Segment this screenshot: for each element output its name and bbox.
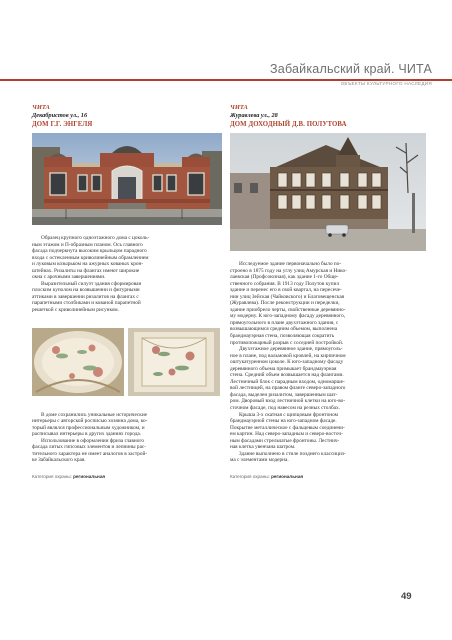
left-para-3: В доме сохранились уникальные исторические интерьеры с авторской росписью хозяина дома, ко- торый являлся профессиональным художником, и расписывал интерьеры в других зданиях города.: [32, 411, 148, 438]
right-city: ЧИТА: [230, 104, 248, 111]
running-header-title: Забайкальский край. ЧИТА: [270, 62, 432, 76]
running-header-subtitle: ОБЪЕКТЫ КУЛЬТУРНОГО НАСЛЕДИЯ: [340, 81, 432, 86]
right-address: Журавлева ул., 28: [230, 112, 278, 119]
ceiling-painting-photo-2: [128, 328, 220, 396]
ceiling-painting-svg-2: [128, 328, 220, 396]
engel-house-photo-svg: [32, 133, 222, 225]
left-city: ЧИТА: [32, 104, 50, 111]
left-para-2: Выразительный силуэт здания сформирован плоским куполом на возвышении и фигурными аттиками в завершении ризалитов на флангах с парапетными столбиками и кованой парапетной решеткой с криволинейным рисунком.: [32, 280, 142, 314]
engel-house-photo: [32, 133, 222, 225]
page-number: 49: [401, 591, 412, 602]
left-entry: [32, 104, 222, 479]
ceiling-painting-photo-1: [32, 328, 124, 396]
right-para-4: Здание выполнено в стиле позднего классициз- ма с элементами модерна.: [230, 450, 346, 464]
left-para-1: Образец крупного одноэтажного дома с цоколь- ным этажом и П-образным планом. Ось главного фасада подчеркнута высоким крыльцом парадного входа с остекленным криволинейным обрамлением и луковым козырьком на ажурных кованых крон- штейнах. Ризалиты на флангах имеют широкие окна с арочными завершениями.: [32, 235, 150, 281]
polutov-house-photo: [230, 133, 426, 251]
right-entry: [230, 104, 426, 479]
interior-photos: [32, 328, 222, 396]
right-building-name: ДОМ ДОХОДНЫЙ Д.В. ПОЛУТОВА: [230, 121, 347, 128]
right-para-1: Исследуемое здание первоначально было по- строено в 1875 году на углу улиц Амурская и Нико- лаевская (Профсоюзная), как здание 1-го Обще- ственного собрания. В 1913 году Полутов купил здание и перенес его в свой квартал, на пересече- нии улиц Зейская (Чайковского) и Благовещенская (Журавлева). После реконструкции и переделки, здание приобрело черты, свойственные деревянно- му модерну. К юго-западному фасаду деревянного, прямоугольного в плане двухэтажного здания, с возвышающимся средним объемом, выполнена брандмауэрная стена, позволяющая сократить противопожарный разрыв с соседней постройкой.: [230, 261, 347, 346]
left-description-1: [32, 235, 222, 314]
right-para-2: Двухэтажное деревянное здание, прямоуголь- ное в плане, под вальмовой кровлей, на кирпичном оштукатуренном цоколе. К юго-западному фасаду деревянного объема примыкает брандмауэрная стена. Средний объем возвышается над флангами. Лестничный блок с парадным входом, одномарше- вой лестницей, на правом фланге северо-западного фасада, выделен ризалитом, завершенным шат- ром. Дворовый вход лестничной клетки на юго-во- сточном фасаде, под навесом на резных столбах.: [230, 346, 346, 412]
left-building-name: ДОМ Г.Г. ЭНГЕЛЯ: [32, 121, 93, 128]
left-address: Декабристов ул., 16: [32, 112, 88, 119]
right-description: [230, 261, 426, 464]
ceiling-painting-svg-1: [32, 328, 124, 396]
left-para-4: Использование в оформлении фриза главного фасада литых гипсовых элементов и лепнины рас- тительного характера не имеет аналогов в застрой- ке Забайкальского края.: [32, 437, 148, 464]
top-blank-area: [0, 0, 452, 62]
right-protection-category: Категория охраны: региональная: [230, 473, 304, 479]
polutov-house-photo-svg: [230, 133, 426, 251]
left-description-2: [32, 412, 222, 464]
left-protection-category: Категория охраны: региональная: [32, 473, 106, 479]
right-para-3: Крыша 3-х скатная с щипцовым фронтоном брандмауэрной стены на юго-западном фасаде. Покрытие металлическое с фальцевым соединени- ем картин. Над северо-западным и северо-восточ- ным фасадами стрельчатые фронтоны. Лестнич- ная клетка увенчана шатром.: [230, 411, 345, 451]
